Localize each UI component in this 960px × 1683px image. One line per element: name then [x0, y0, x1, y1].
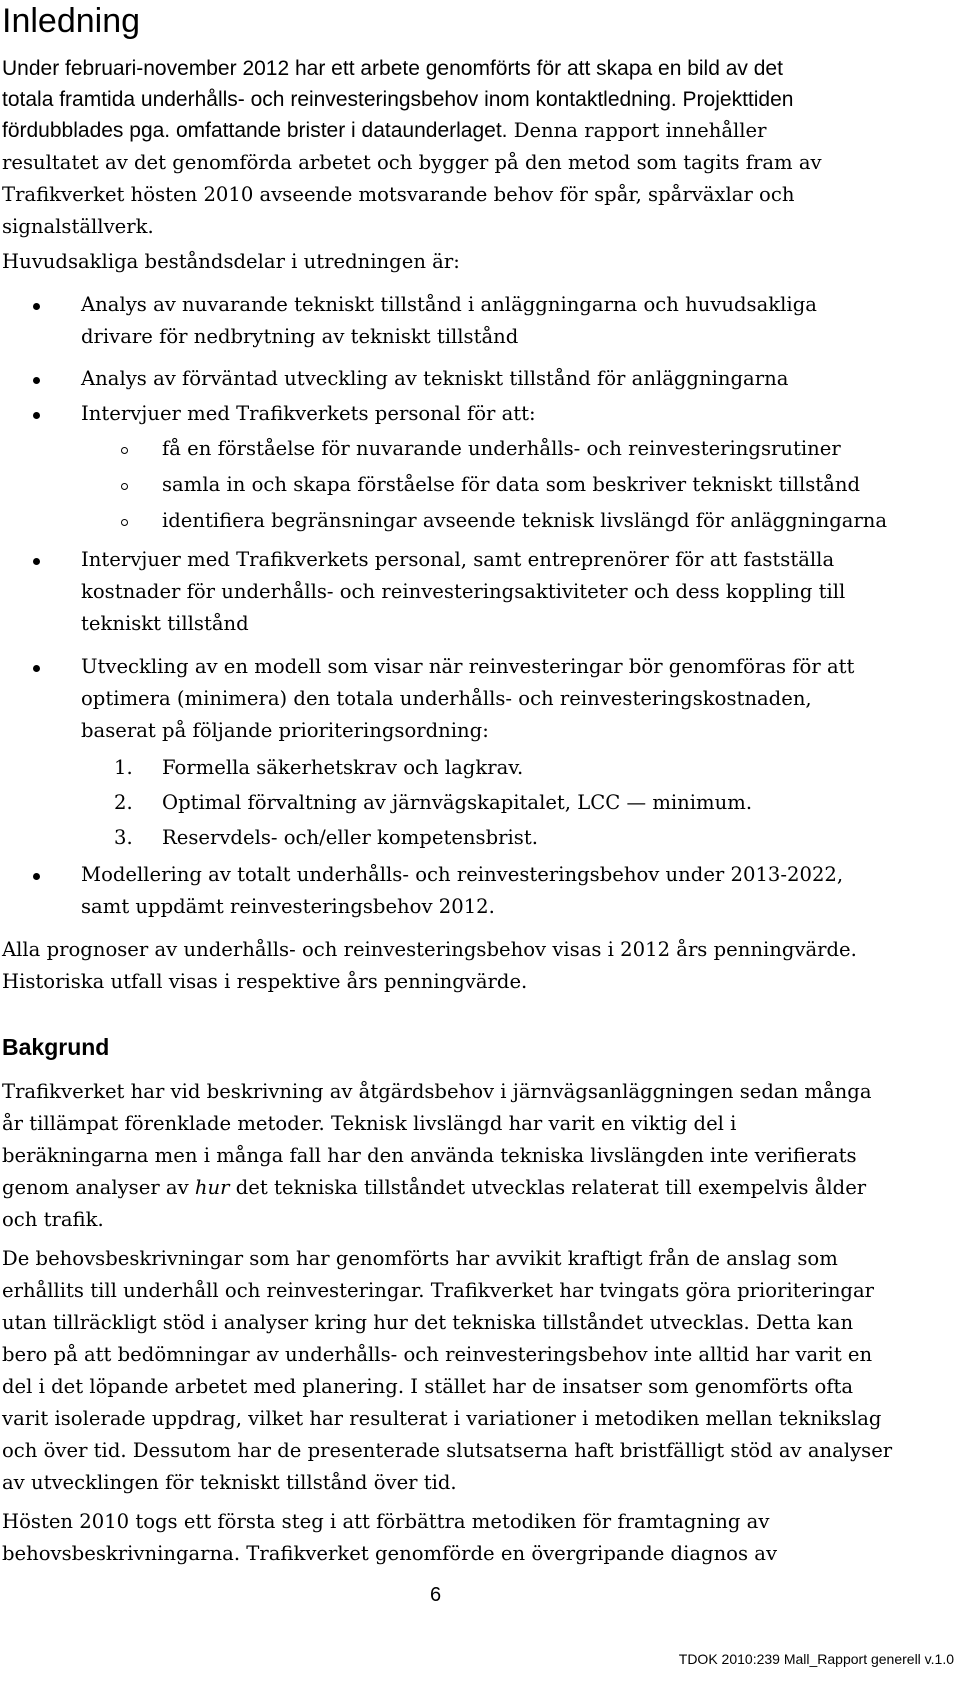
background-text-line: beräkningarna men i många fall har den använda tekniska livslängden inte verifierats	[2, 1144, 857, 1167]
bullet-item-line: optimera (minimera) den totala underhålls- och reinvesteringskostnaden,	[81, 687, 812, 710]
intro-text-line	[2, 117, 767, 145]
bullet-item-line: Intervjuer med Trafikverkets personal för att:	[81, 402, 536, 425]
bullet-item-line: Utveckling av en modell som visar när reinvesteringar bör genomföras för att	[81, 655, 855, 678]
closing-text-line: Alla prognoser av underhålls- och reinvesteringsbehov visas i 2012 års penningvärde.	[2, 938, 857, 961]
numbered-item: Reservdels- och/eller kompetensbrist.	[162, 826, 538, 849]
background-text-line: år tillämpat förenklade metoder. Teknisk livslängd har varit en viktig del i	[2, 1112, 737, 1135]
section-title-bakgrund: Bakgrund	[2, 1034, 110, 1060]
bullet-marker	[33, 665, 40, 672]
sub-bullet-marker	[121, 483, 128, 490]
text-segment: genom analyser av	[2, 1176, 195, 1199]
intro-text-segment: Denna rapport innehåller	[507, 119, 767, 142]
bullet-marker	[33, 377, 40, 384]
intro-text-segment: fördubblades pga. omfattande brister i dataunderlaget.	[2, 119, 508, 142]
numbered-marker: 1.	[114, 756, 133, 779]
bullet-item-line: Modellering av totalt underhålls- och reinvesteringsbehov under 2013-2022,	[81, 863, 844, 886]
background-text-line: bero på att bedömningar av underhålls- och reinvesteringsbehov inte alltid har varit en	[2, 1343, 873, 1366]
closing-text-line: Historiska utfall visas i respektive års penningvärde.	[2, 970, 528, 993]
components-intro: Huvudsakliga beståndsdelar i utredningen är:	[2, 250, 460, 273]
intro-text-line: totala framtida underhålls- och reinvesteringsbehov inom kontaktledning. Projekttiden	[2, 88, 794, 111]
footer-document-reference: TDOK 2010:239 Mall_Rapport generell v.1.0	[678, 1651, 954, 1667]
bullet-item-line: baserat på följande prioriteringsordning:	[81, 719, 489, 742]
numbered-item: Formella säkerhetskrav och lagkrav.	[162, 756, 524, 779]
bullet-marker	[33, 873, 40, 880]
background-text-line: och trafik.	[2, 1208, 104, 1231]
background-text-line	[2, 1174, 866, 1202]
bullet-marker	[33, 412, 40, 419]
intro-text-line: resultatet av det genomförda arbetet och bygger på den metod som tagits fram av	[2, 151, 822, 174]
sub-bullet-item: få en förståelse för nuvarande underhålls- och reinvesteringsrutiner	[162, 437, 841, 460]
intro-text-line: signalställverk.	[2, 215, 154, 238]
sub-bullet-marker	[121, 447, 128, 454]
sub-bullet-item: identifiera begränsningar avseende teknisk livslängd för anläggningarna	[162, 509, 888, 532]
bullet-item-line: Intervjuer med Trafikverkets personal, samt entreprenörer för att fastställa	[81, 548, 835, 571]
bullet-item-line: kostnader för underhålls- och reinvesteringsaktiviteter och dess koppling till	[81, 580, 846, 603]
background-text-line: De behovsbeskrivningar som har genomförts har avvikit kraftigt från de anslag som	[2, 1247, 838, 1270]
bullet-marker	[33, 558, 40, 565]
background-text-line: erhållits till underhåll och reinvesteringar. Trafikverket har tvingats göra prioriteringar	[2, 1279, 875, 1302]
bullet-item-line: drivare för nedbrytning av tekniskt tillstånd	[81, 325, 519, 348]
section-title-inledning: Inledning	[2, 2, 141, 40]
background-text-line: utan tillräckligt stöd i analyser kring hur det tekniska tillståndet utvecklas. Detta kan	[2, 1311, 854, 1334]
bullet-marker	[33, 303, 40, 310]
bullet-item-line: tekniskt tillstånd	[81, 612, 249, 635]
numbered-marker: 2.	[114, 791, 133, 814]
bullet-item-line: samt uppdämt reinvesteringsbehov 2012.	[81, 895, 495, 918]
bullet-item-line: Analys av nuvarande tekniskt tillstånd i anläggningarna och huvudsakliga	[81, 293, 817, 316]
text-segment: det tekniska tillståndet utvecklas relaterat till exempelvis ålder	[229, 1176, 867, 1199]
background-text-line: Trafikverket har vid beskrivning av åtgärdsbehov i järnvägsanläggningen sedan många	[2, 1080, 872, 1103]
sub-bullet-item: samla in och skapa förståelse för data som beskriver tekniskt tillstånd	[162, 473, 861, 496]
numbered-item: Optimal förvaltning av järnvägskapitalet, LCC — minimum.	[162, 791, 753, 814]
background-text-line: av utvecklingen för tekniskt tillstånd över tid.	[2, 1471, 457, 1494]
intro-text-line: Under februari-november 2012 har ett arbete genomförts för att skapa en bild av det	[2, 57, 783, 80]
background-text-line: Hösten 2010 togs ett första steg i att förbättra metodiken för framtagning av	[2, 1510, 770, 1533]
emphasis-text: hur	[194, 1176, 230, 1199]
bullet-item-line: Analys av förväntad utveckling av tekniskt tillstånd för anläggningarna	[81, 367, 789, 390]
background-text-line: varit isolerade uppdrag, vilket har resulterat i variationer i metodiken mellan teknikslag	[2, 1407, 882, 1430]
sub-bullet-marker	[121, 519, 128, 526]
intro-text-line: Trafikverket hösten 2010 avseende motsvarande behov för spår, spårväxlar och	[2, 183, 795, 206]
background-text-line: del i det löpande arbetet med planering. I stället har de insatser som genomförts ofta	[2, 1375, 854, 1398]
page-number: 6	[430, 1584, 442, 1606]
background-text-line: och över tid. Dessutom har de presenterade slutsatserna haft bristfälligt stöd av analyser	[2, 1439, 893, 1462]
numbered-marker: 3.	[114, 826, 133, 849]
background-text-line: behovsbeskrivningarna. Trafikverket genomförde en övergripande diagnos av	[2, 1542, 778, 1565]
